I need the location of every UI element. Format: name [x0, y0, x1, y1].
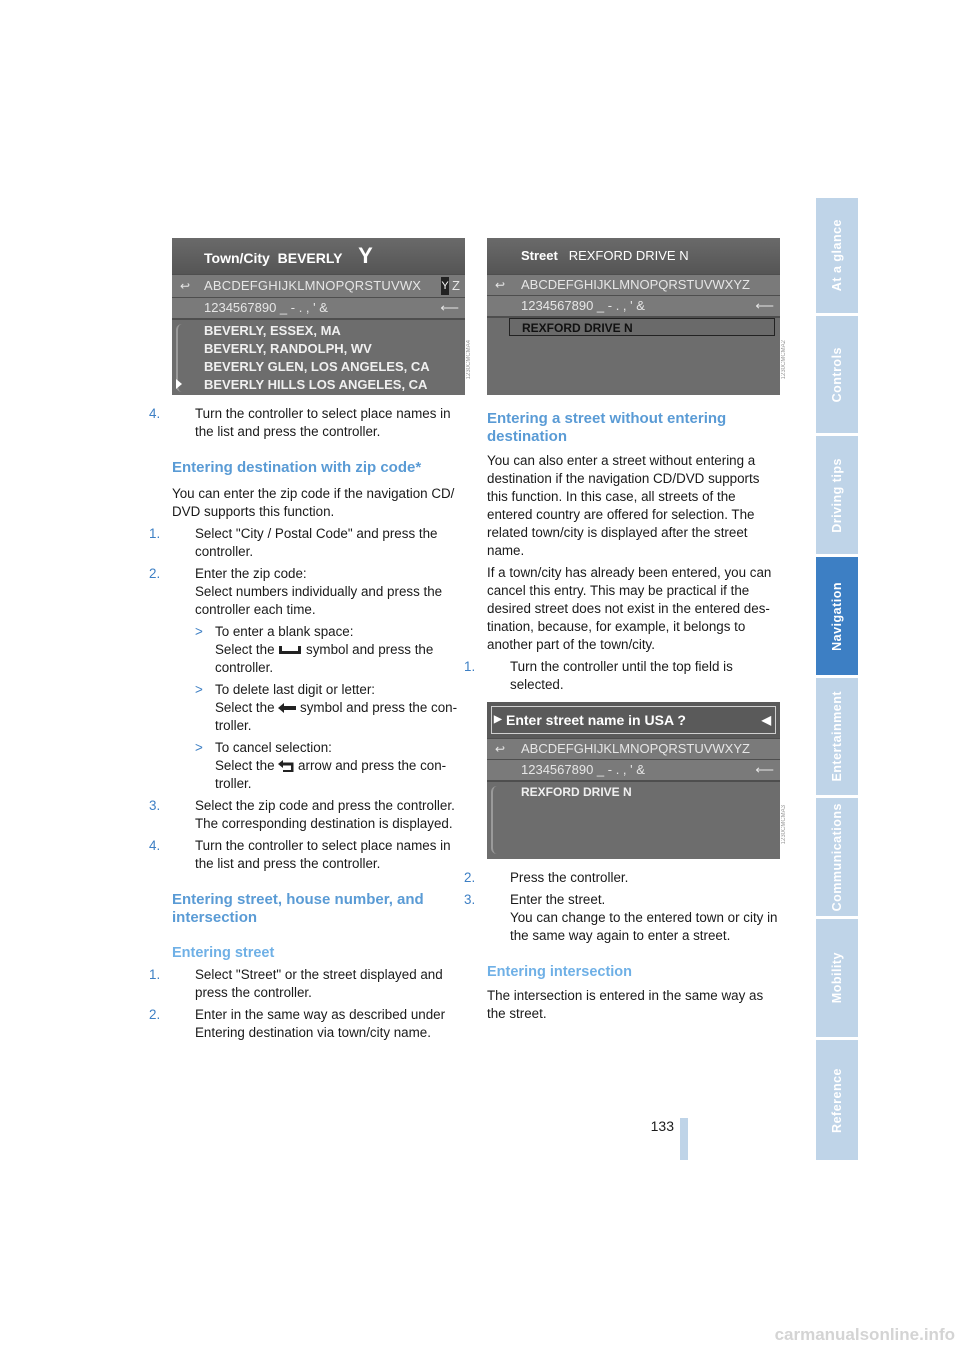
zip-step-3-detail: The corresponding destination is displayed.	[195, 816, 453, 831]
enter-street-field: ▶ Enter street name in USA ? ◀	[487, 702, 780, 738]
heading-entering-street: Entering street	[172, 945, 275, 961]
right-step-3: 3. Enter the street.	[464, 892, 606, 907]
tab-at-a-glance[interactable]: At a glance	[816, 198, 858, 313]
right-arrow-icon: ▶	[494, 714, 502, 725]
page-number: 133	[650, 1118, 674, 1134]
heading-street-without-destination: Entering a street without entering destination	[487, 410, 727, 445]
back-arrow-icon: ↩	[495, 278, 506, 292]
bullet-delete: > To delete last digit or letter: Select the symbol and press the con- troller.	[195, 682, 458, 733]
back-arrow-icon	[278, 760, 294, 772]
list-item: BEVERLY GLEN, LOS ANGELES, CA	[204, 359, 430, 374]
screenshot-street	[487, 238, 780, 395]
zip-intro: You can enter the zip code if the navigation CD/ DVD supports this function.	[172, 486, 455, 519]
delete-arrow-icon: ⟵	[755, 298, 774, 313]
zip-step-4: 4. Turn the controller to select place names in the list and press the controller.	[149, 838, 451, 871]
heading-street-house: Entering street, house number, and intersection	[172, 891, 424, 926]
list-item: BEVERLY, ESSEX, MA	[204, 323, 341, 338]
town-city-field: Town/City BEVERLY Y	[172, 238, 465, 274]
letter-row: ↩ ABCDEFGHIJKLMNOPQRSTUVWXYZ	[487, 739, 780, 759]
image-code: 1230CMCMA3	[781, 805, 787, 845]
blank-space-icon	[278, 645, 302, 655]
street-list	[487, 318, 780, 395]
cursor-letter: Y	[358, 243, 373, 268]
digit-row: 1234567890 _ - . , ' & ⟵	[487, 760, 780, 780]
bullet-blank-space: > To enter a blank space: Select the symbol and press the controller.	[195, 624, 434, 675]
selected-letter: Y	[441, 277, 449, 295]
digit-row: 1234567890 _ - . , ' & ⟵	[487, 296, 780, 316]
heading-entering-intersection: Entering intersection	[487, 964, 633, 980]
zip-step-2-detail: Select numbers individually and press the controller each time.	[195, 584, 443, 617]
street-field: Street REXFORD DRIVE N	[487, 238, 780, 274]
delete-arrow-icon: ⟵	[440, 300, 459, 315]
place-list	[172, 320, 465, 395]
left-arrow-icon: ◀	[761, 713, 771, 727]
selected-street: REXFORD DRIVE N	[509, 318, 775, 336]
right-step-2: 2. Press the controller.	[464, 870, 629, 885]
back-arrow-icon: ↩	[495, 742, 506, 756]
page-number-bar	[680, 1118, 688, 1160]
digit-row: 1234567890 _ - . , ' & ⟵	[172, 298, 465, 318]
bullet-cancel: > To cancel selection: Select the arrow and press the con- troller.	[195, 740, 447, 791]
zip-step-1: 1. Select "City / Postal Code" and press the controller.	[149, 526, 438, 559]
delete-arrow-icon: ⟵	[755, 762, 774, 777]
street-step-2: 2. Enter in the same way as described under Entering destination via town/city name.	[149, 1007, 446, 1040]
list-item: REXFORD DRIVE N	[521, 785, 632, 799]
zip-step-3: 3. Select the zip code and press the controller.	[149, 798, 455, 813]
list-item: BEVERLY HILLS LOS ANGELES, CA	[204, 377, 428, 392]
right-column-lower	[464, 869, 779, 1023]
paragraph-3: The intersection is entered in the same way as the street.	[487, 988, 764, 1021]
delete-arrow-icon	[278, 703, 296, 713]
tab-controls[interactable]: Controls	[816, 316, 858, 433]
list-pointer-icon	[176, 379, 182, 389]
tab-mobility[interactable]: Mobility	[816, 919, 858, 1037]
tab-navigation[interactable]: Navigation	[816, 557, 858, 675]
street-step-1: 1. Select "Street" or the street displayed and press the controller.	[149, 967, 443, 1000]
left-column	[149, 405, 468, 1042]
right-step-1: 1. Turn the controller until the top field is selected.	[464, 659, 733, 692]
image-code: 1230CMCMA2	[781, 340, 787, 380]
right-step-3-detail: You can change to the entered town or city in the same way again to enter a street.	[510, 910, 778, 943]
back-arrow-icon: ↩	[180, 279, 191, 293]
list-item: BEVERLY, RANDOLPH, WV	[204, 341, 372, 356]
screenshot-enter-street	[487, 702, 780, 859]
image-code: 1230CMCMA4	[466, 340, 472, 380]
street-list	[487, 782, 780, 859]
zip-step-2: 2. Enter the zip code:	[149, 566, 307, 581]
watermark: carmanualsonline.info	[774, 1325, 955, 1344]
screenshot-town-city	[172, 238, 465, 395]
letter-row: ↩ ABCDEFGHIJKLMNOPQRSTUVWXYZ	[487, 275, 780, 295]
paragraph-2: If a town/city has already been entered, you can cancel this entry. This may be practical if the desired street does not exist in the entered des- tination, because, for example, it belongs to another part of the town/city.	[487, 565, 772, 652]
heading-zip-code: Entering destination with zip code*	[172, 459, 422, 476]
tab-entertainment[interactable]: Entertainment	[816, 678, 858, 795]
list-scroll-icon	[491, 786, 501, 854]
letter-row: ↩ ABCDEFGHIJKLMNOPQRSTUVWX Y Z	[172, 275, 465, 297]
tab-communications[interactable]: Communications	[816, 798, 858, 916]
right-column-upper	[464, 410, 779, 694]
step-4: 4. Turn the controller to select place names in the list and press the controller.	[149, 406, 451, 439]
tab-reference[interactable]: Reference	[816, 1040, 858, 1160]
tab-driving-tips[interactable]: Driving tips	[816, 436, 858, 554]
paragraph-1: You can also enter a street without entering a destination if the navigation CD/DVD supports this function. In this case, all streets of the entered country are offered for selection. The related town/city is displayed after the street name.	[487, 453, 760, 558]
